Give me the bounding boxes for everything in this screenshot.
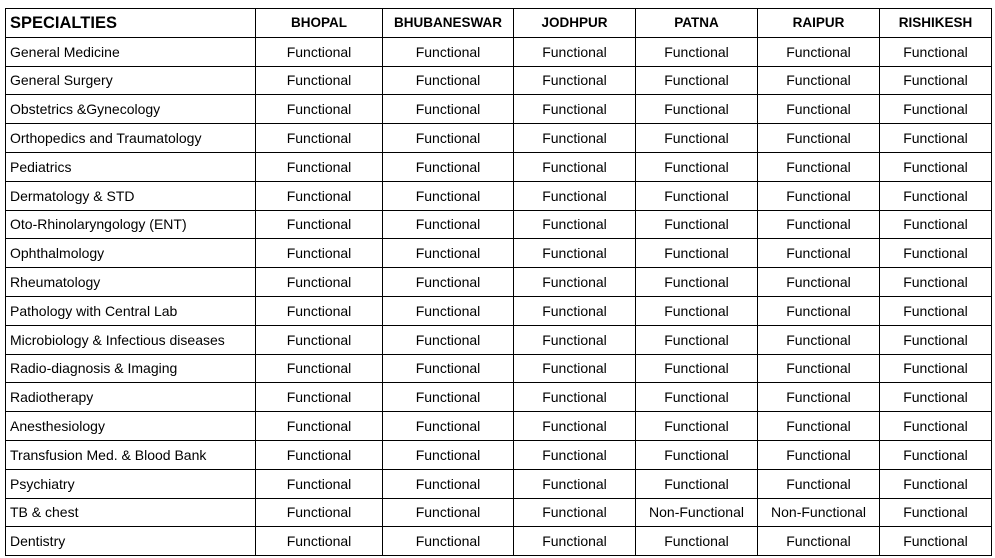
status-cell-bhubaneswar: Functional <box>383 37 514 66</box>
specialty-name: Pathology with Central Lab <box>6 296 256 325</box>
table-row <box>6 354 992 383</box>
table-body <box>6 37 992 555</box>
status-cell-bhubaneswar: Functional <box>383 440 514 469</box>
status-cell-patna: Functional <box>636 37 758 66</box>
status-cell-bhubaneswar: Functional <box>383 152 514 181</box>
table-row <box>6 440 992 469</box>
table-row <box>6 210 992 239</box>
status-cell-rishikesh: Functional <box>880 181 992 210</box>
status-cell-jodhpur: Functional <box>514 37 636 66</box>
table-row <box>6 383 992 412</box>
status-cell-bhubaneswar: Functional <box>383 296 514 325</box>
status-cell-patna: Functional <box>636 325 758 354</box>
status-cell-patna: Non-Functional <box>636 498 758 527</box>
header-row <box>6 9 992 38</box>
status-cell-rishikesh: Functional <box>880 152 992 181</box>
status-cell-bhubaneswar: Functional <box>383 124 514 153</box>
status-cell-rishikesh: Functional <box>880 95 992 124</box>
status-cell-bhubaneswar: Functional <box>383 527 514 556</box>
status-cell-patna: Functional <box>636 469 758 498</box>
status-cell-jodhpur: Functional <box>514 440 636 469</box>
status-cell-patna: Functional <box>636 124 758 153</box>
table-row <box>6 181 992 210</box>
status-cell-bhubaneswar: Functional <box>383 268 514 297</box>
status-cell-bhubaneswar: Functional <box>383 383 514 412</box>
status-cell-raipur: Functional <box>758 210 880 239</box>
specialty-name: Orthopedics and Traumatology <box>6 124 256 153</box>
specialty-name: Pediatrics <box>6 152 256 181</box>
specialty-name: Rheumatology <box>6 268 256 297</box>
status-cell-raipur: Functional <box>758 412 880 441</box>
status-cell-jodhpur: Functional <box>514 268 636 297</box>
status-cell-raipur: Non-Functional <box>758 498 880 527</box>
specialty-name: Dermatology & STD <box>6 181 256 210</box>
status-cell-bhopal: Functional <box>256 527 383 556</box>
table-row <box>6 124 992 153</box>
status-cell-bhubaneswar: Functional <box>383 181 514 210</box>
status-cell-bhubaneswar: Functional <box>383 66 514 95</box>
specialty-name: Obstetrics &Gynecology <box>6 95 256 124</box>
status-cell-bhopal: Functional <box>256 124 383 153</box>
status-cell-patna: Functional <box>636 210 758 239</box>
status-cell-bhopal: Functional <box>256 181 383 210</box>
status-cell-rishikesh: Functional <box>880 66 992 95</box>
specialty-name: Transfusion Med. & Blood Bank <box>6 440 256 469</box>
status-cell-rishikesh: Functional <box>880 412 992 441</box>
status-cell-patna: Functional <box>636 296 758 325</box>
specialty-name: Oto-Rhinolaryngology (ENT) <box>6 210 256 239</box>
table-row <box>6 268 992 297</box>
table-row <box>6 527 992 556</box>
status-cell-rishikesh: Functional <box>880 527 992 556</box>
status-cell-rishikesh: Functional <box>880 354 992 383</box>
status-cell-bhopal: Functional <box>256 268 383 297</box>
status-cell-raipur: Functional <box>758 268 880 297</box>
status-cell-patna: Functional <box>636 181 758 210</box>
table-row <box>6 66 992 95</box>
status-cell-raipur: Functional <box>758 469 880 498</box>
status-cell-jodhpur: Functional <box>514 354 636 383</box>
status-cell-patna: Functional <box>636 95 758 124</box>
status-cell-jodhpur: Functional <box>514 527 636 556</box>
status-cell-patna: Functional <box>636 527 758 556</box>
status-cell-bhopal: Functional <box>256 412 383 441</box>
status-cell-rishikesh: Functional <box>880 239 992 268</box>
status-cell-raipur: Functional <box>758 383 880 412</box>
status-cell-rishikesh: Functional <box>880 210 992 239</box>
table-row <box>6 498 992 527</box>
specialties-status-table <box>5 8 992 556</box>
status-cell-rishikesh: Functional <box>880 440 992 469</box>
status-cell-bhopal: Functional <box>256 95 383 124</box>
status-cell-bhubaneswar: Functional <box>383 498 514 527</box>
status-cell-bhopal: Functional <box>256 66 383 95</box>
status-cell-rishikesh: Functional <box>880 296 992 325</box>
status-cell-jodhpur: Functional <box>514 210 636 239</box>
specialty-name: Anesthesiology <box>6 412 256 441</box>
status-cell-jodhpur: Functional <box>514 66 636 95</box>
status-cell-jodhpur: Functional <box>514 152 636 181</box>
specialty-name: Psychiatry <box>6 469 256 498</box>
status-cell-bhubaneswar: Functional <box>383 210 514 239</box>
status-cell-bhubaneswar: Functional <box>383 325 514 354</box>
status-cell-bhopal: Functional <box>256 498 383 527</box>
status-cell-raipur: Functional <box>758 296 880 325</box>
status-cell-patna: Functional <box>636 440 758 469</box>
status-cell-patna: Functional <box>636 239 758 268</box>
specialty-name: Radio-diagnosis & Imaging <box>6 354 256 383</box>
status-cell-raipur: Functional <box>758 527 880 556</box>
status-cell-patna: Functional <box>636 383 758 412</box>
status-cell-bhopal: Functional <box>256 440 383 469</box>
status-cell-rishikesh: Functional <box>880 268 992 297</box>
status-cell-raipur: Functional <box>758 152 880 181</box>
table-row <box>6 469 992 498</box>
status-cell-jodhpur: Functional <box>514 296 636 325</box>
specialty-name: TB & chest <box>6 498 256 527</box>
status-cell-raipur: Functional <box>758 239 880 268</box>
status-cell-bhopal: Functional <box>256 37 383 66</box>
status-cell-jodhpur: Functional <box>514 95 636 124</box>
status-cell-raipur: Functional <box>758 440 880 469</box>
header-rishikesh: RISHIKESH <box>880 9 992 38</box>
status-cell-jodhpur: Functional <box>514 469 636 498</box>
table-row <box>6 37 992 66</box>
header-jodhpur: JODHPUR <box>514 9 636 38</box>
status-cell-bhubaneswar: Functional <box>383 95 514 124</box>
status-cell-bhopal: Functional <box>256 152 383 181</box>
specialty-name: General Medicine <box>6 37 256 66</box>
status-cell-jodhpur: Functional <box>514 412 636 441</box>
status-cell-bhopal: Functional <box>256 239 383 268</box>
specialty-name: General Surgery <box>6 66 256 95</box>
status-cell-bhopal: Functional <box>256 469 383 498</box>
status-cell-jodhpur: Functional <box>514 325 636 354</box>
status-cell-rishikesh: Functional <box>880 469 992 498</box>
status-cell-patna: Functional <box>636 152 758 181</box>
header-specialties: SPECIALTIES <box>6 9 256 38</box>
specialty-name: Microbiology & Infectious diseases <box>6 325 256 354</box>
status-cell-bhopal: Functional <box>256 354 383 383</box>
status-cell-bhubaneswar: Functional <box>383 469 514 498</box>
status-cell-rishikesh: Functional <box>880 383 992 412</box>
status-cell-bhubaneswar: Functional <box>383 239 514 268</box>
status-cell-bhubaneswar: Functional <box>383 412 514 441</box>
status-cell-bhopal: Functional <box>256 325 383 354</box>
table-row <box>6 412 992 441</box>
header-raipur: RAIPUR <box>758 9 880 38</box>
specialty-name: Radiotherapy <box>6 383 256 412</box>
specialty-name: Ophthalmology <box>6 239 256 268</box>
status-cell-patna: Functional <box>636 354 758 383</box>
status-cell-patna: Functional <box>636 268 758 297</box>
status-cell-bhopal: Functional <box>256 210 383 239</box>
header-bhopal: BHOPAL <box>256 9 383 38</box>
table-row <box>6 296 992 325</box>
status-cell-rishikesh: Functional <box>880 498 992 527</box>
status-cell-rishikesh: Functional <box>880 124 992 153</box>
header-bhubaneswar: BHUBANESWAR <box>383 9 514 38</box>
status-cell-raipur: Functional <box>758 124 880 153</box>
header-patna: PATNA <box>636 9 758 38</box>
table-row <box>6 152 992 181</box>
status-cell-rishikesh: Functional <box>880 37 992 66</box>
table-row <box>6 239 992 268</box>
status-cell-bhopal: Functional <box>256 383 383 412</box>
status-cell-jodhpur: Functional <box>514 124 636 153</box>
status-cell-jodhpur: Functional <box>514 498 636 527</box>
status-cell-raipur: Functional <box>758 325 880 354</box>
status-cell-patna: Functional <box>636 412 758 441</box>
specialty-name: Dentistry <box>6 527 256 556</box>
status-cell-bhubaneswar: Functional <box>383 354 514 383</box>
status-cell-jodhpur: Functional <box>514 181 636 210</box>
status-cell-jodhpur: Functional <box>514 383 636 412</box>
status-cell-raipur: Functional <box>758 66 880 95</box>
status-cell-raipur: Functional <box>758 95 880 124</box>
status-cell-jodhpur: Functional <box>514 239 636 268</box>
status-cell-bhopal: Functional <box>256 296 383 325</box>
status-cell-patna: Functional <box>636 66 758 95</box>
status-cell-raipur: Functional <box>758 181 880 210</box>
status-cell-raipur: Functional <box>758 37 880 66</box>
table-row <box>6 95 992 124</box>
table-row <box>6 325 992 354</box>
status-cell-rishikesh: Functional <box>880 325 992 354</box>
status-cell-raipur: Functional <box>758 354 880 383</box>
